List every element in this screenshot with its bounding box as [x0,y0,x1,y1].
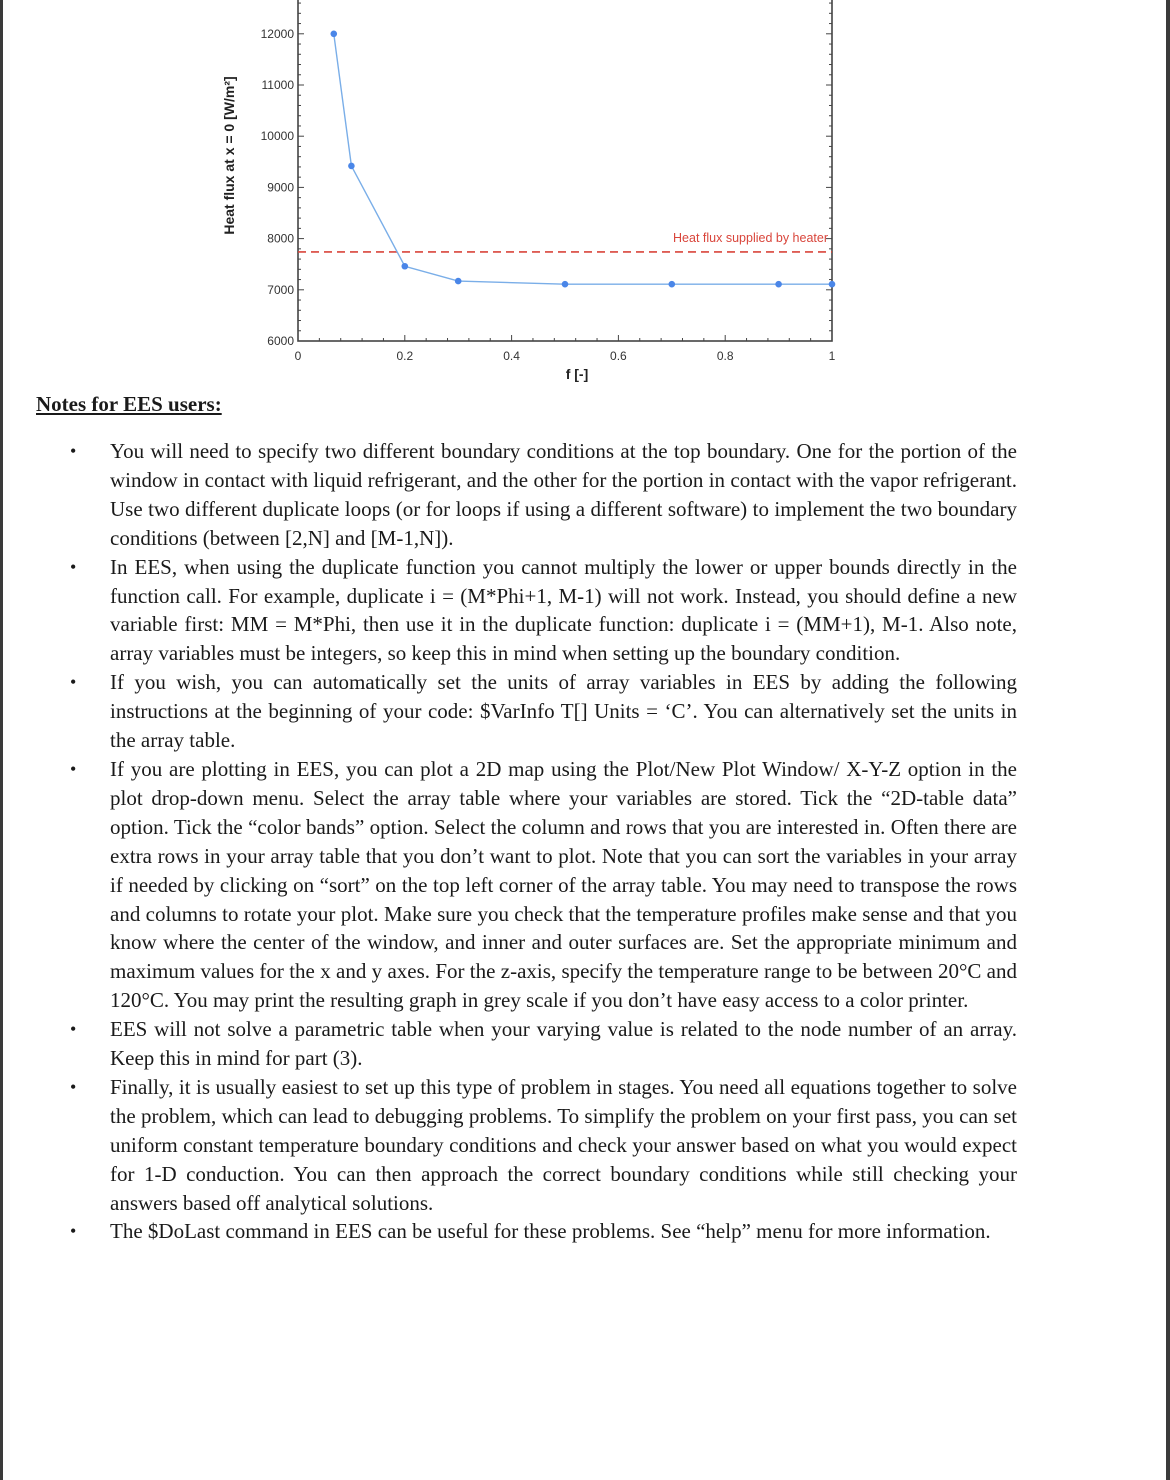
note-text: If you wish, you can automatically set the units of array variables in EES by adding the following instructions at the beginning of your code: $VarInfo T[] Units = ‘C’. You can alternatively set the units in the array table. [110,670,1017,753]
x-tick-label: 0 [294,349,302,363]
note-item [70,437,1017,553]
note-item [70,1217,1017,1246]
y-tick-label: 10000 [260,129,294,144]
bullet-icon: • [70,1076,77,1097]
data-point [402,263,409,270]
data-point [669,281,676,288]
x-tick-label: 1 [828,349,836,363]
note-item [70,755,1017,1015]
heat-flux-chart [200,0,860,390]
bullet-icon: • [70,758,77,779]
heater-annotation: Heat flux supplied by heater [673,230,828,245]
plot-frame [298,0,832,341]
x-axis-label: f [-] [565,366,589,382]
data-point [775,281,782,288]
x-tick-label: 0.2 [396,349,414,363]
y-tick-label: 6000 [267,334,294,348]
y-tick-label: 9000 [267,180,294,195]
note-text: The $DoLast command in EES can be useful for these problems. See “help” menu for more information. [110,1219,991,1244]
note-text: You will need to specify two different boundary conditions at the top boundary. One for the portion of the window in contact with liquid refrigerant, and the other for the portion in contact with the vapor refrigerant. Use two different duplicate loops (or for loops if using a different software) to implement the two boundary conditions (between [2,N] and [M-1,N]). [110,439,1017,550]
note-text: In EES, when using the duplicate function you cannot multiply the lower or upper bounds directly in the function call. For example, duplicate i = (M*Phi+1, M-1) will not work. Instead, you should define a new variable first: MM = M*Phi, then use it in the duplicate function: duplicate i = (MM+1), M-1. Also note, array variables must be integers, so keep this in mind when setting up the boundary condition. [110,554,1017,666]
bullet-icon: • [70,556,77,577]
y-axis-label: Heat flux at x = 0 [W/m²] [221,76,237,235]
bullet-icon: • [70,441,77,461]
data-line [334,34,832,284]
bullet-icon: • [70,672,77,693]
note-item [70,668,1017,755]
note-text: Finally, it is usually easiest to set up this type of problem in stages. You need all equations together to solve the problem, which can lead to debugging problems. To simplify the problem on your first pass, you can set uniform constant temperature boundary conditions and check your answer based on what you would expect for 1-D conduction. You can then approach the correct boundary conditions while still checking your answers based off analytical solutions. [110,1074,1017,1215]
x-tick-label: 0.8 [716,349,734,363]
notes-list [0,437,1170,1246]
data-point [829,281,836,288]
bullet-icon: • [70,1221,77,1242]
note-text: EES will not solve a parametric table when your varying value is related to the node number of an array. Keep this in mind for part (3). [110,1017,1017,1071]
note-item [70,553,1017,669]
data-point [348,163,355,170]
y-tick-label: 7000 [267,282,294,297]
y-tick-label: 12000 [260,26,294,41]
note-text: If you are plotting in EES, you can plot a 2D map using the Plot/New Plot Window/ X-Y-Z option in the plot drop-down menu. Select the array table where your variables are stored. Tick the “2D-table data” option. Tick the “color bands” option. Select the column and rows that you are interested in. Often there are extra rows in your array table that you don’t want to plot. Note that you can sort the variables in your array if needed by clicking on “sort” on the top left corner of the array table. You may need to transpose the rows and columns to rotate your plot. Make sure you check that the temperature profiles make sense and that you know where the center of the window, and inner and outer surfaces are. Set the appropriate minimum and maximum values for the x and y axes. For the z-axis, specify the temperature range to be between 20°C and 120°C. You may print the resulting graph in grey scale if you don’t have easy access to a color printer. [110,756,1017,1013]
x-tick-label: 0.6 [610,349,627,363]
y-tick-label: 8000 [267,231,294,246]
data-point [455,278,462,285]
data-point [562,281,569,288]
note-item [70,1073,1017,1218]
note-item [70,1015,1017,1073]
data-point [330,31,337,38]
y-tick-label: 11000 [261,78,294,92]
bullet-icon: • [70,1019,77,1040]
chart-canvas [200,0,860,390]
x-tick-label: 0.4 [503,349,520,363]
notes-heading: Notes for EES users: [36,392,222,416]
